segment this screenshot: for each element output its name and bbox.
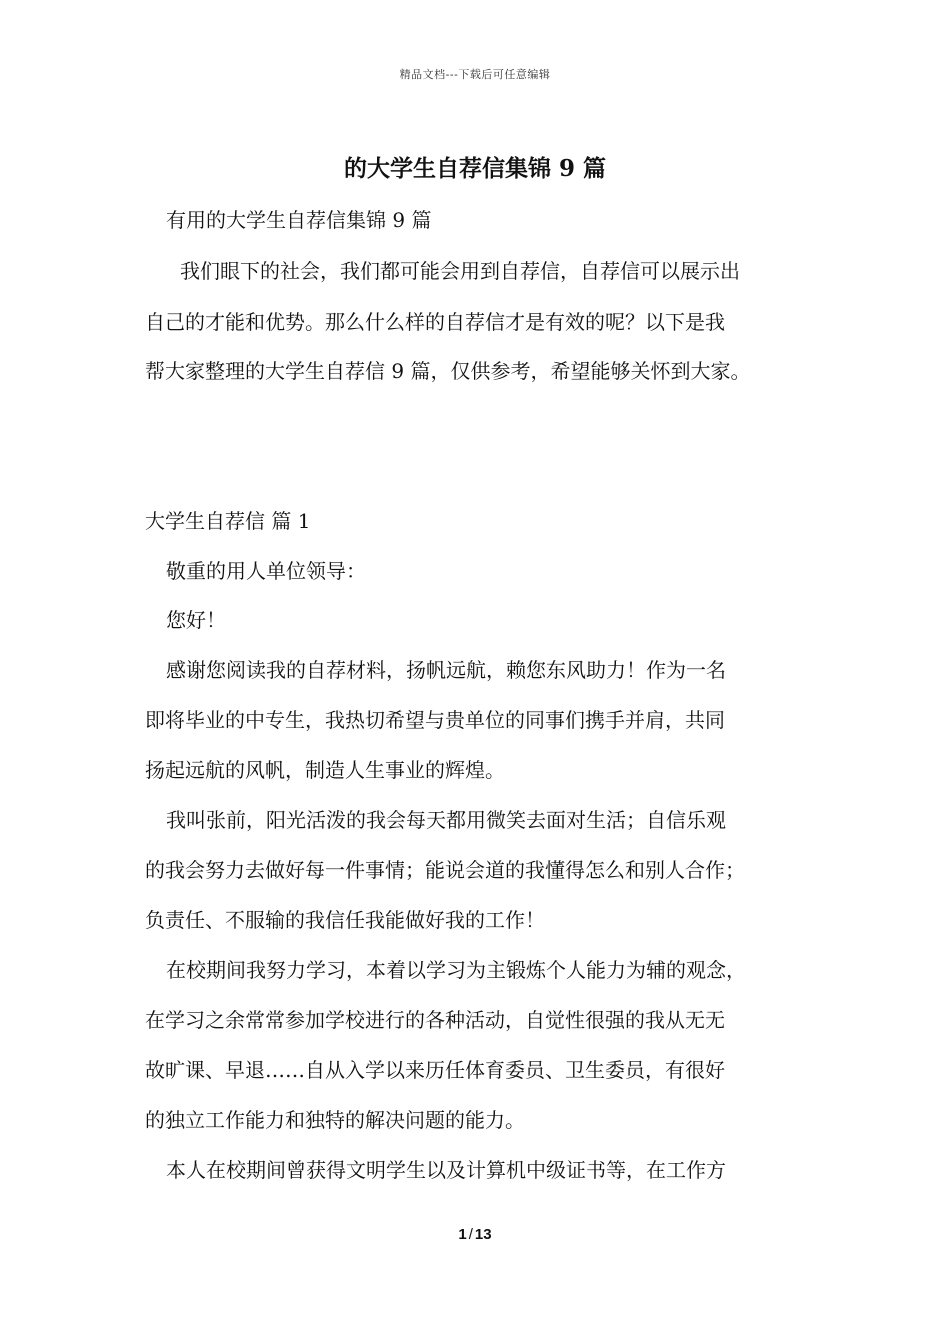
section-heading: 大学生自荐信 篇 1 (145, 509, 311, 533)
paragraph-3-line-3: 故旷课、早退……自从入学以来历任体育委员、卫生委员，有很好 (145, 1058, 725, 1082)
paragraph-1-line-3: 扬起远航的风帆，制造人生事业的辉煌。 (145, 758, 505, 782)
header-note: 精品文档---下载后可任意编辑 (399, 68, 551, 81)
paragraph-3-line-2: 在学习之余常常参加学校进行的各种活动，自觉性很强的我从无无 (145, 1008, 725, 1032)
paragraph-2-line-2: 的我会努力去做好每一件事情；能说会道的我懂得怎么和别人合作； (145, 858, 745, 882)
paragraph-4-line-1: 本人在校期间曾获得文明学生以及计算机中级证书等，在工作方 (166, 1158, 726, 1182)
page-number (0, 1226, 950, 1243)
intro-line-3: 帮大家整理的大学生自荐信 9 篇，仅供参考，希望能够关怀到大家。 (145, 359, 751, 383)
subtitle-line: 有用的大学生自荐信集锦 9 篇 (166, 208, 432, 232)
greeting-line: 您好！ (166, 608, 226, 632)
paragraph-3-line-4: 的独立工作能力和独特的解决问题的能力。 (145, 1108, 525, 1132)
paragraph-1-line-2: 即将毕业的中专生，我热切希望与贵单位的同事们携手并肩，共同 (145, 708, 725, 732)
paragraph-2-line-3: 负责任、不服输的我信任我能做好我的工作！ (145, 908, 545, 932)
current-page-number: 1 (458, 1226, 467, 1243)
paragraph-3-line-1: 在校期间我努力学习，本着以学习为主锻炼个人能力为辅的观念， (166, 958, 746, 982)
intro-line-1: 我们眼下的社会，我们都可能会用到自荐信，自荐信可以展示出 (180, 259, 740, 283)
paragraph-1-line-1: 感谢您阅读我的自荐材料，扬帆远航，赖您东风助力！作为一名 (166, 658, 726, 682)
total-page-count: 13 (474, 1226, 492, 1243)
page-separator: / (468, 1226, 473, 1243)
salutation-line: 敬重的用人单位领导： (166, 559, 366, 583)
intro-line-2: 自己的才能和优势。那么什么样的自荐信才是有效的呢？以下是我 (145, 310, 725, 334)
paragraph-2-line-1: 我叫张前，阳光活泼的我会每天都用微笑去面对生活；自信乐观 (166, 808, 726, 832)
document-title: 的大学生自荐信集锦 9 篇 (343, 155, 607, 182)
